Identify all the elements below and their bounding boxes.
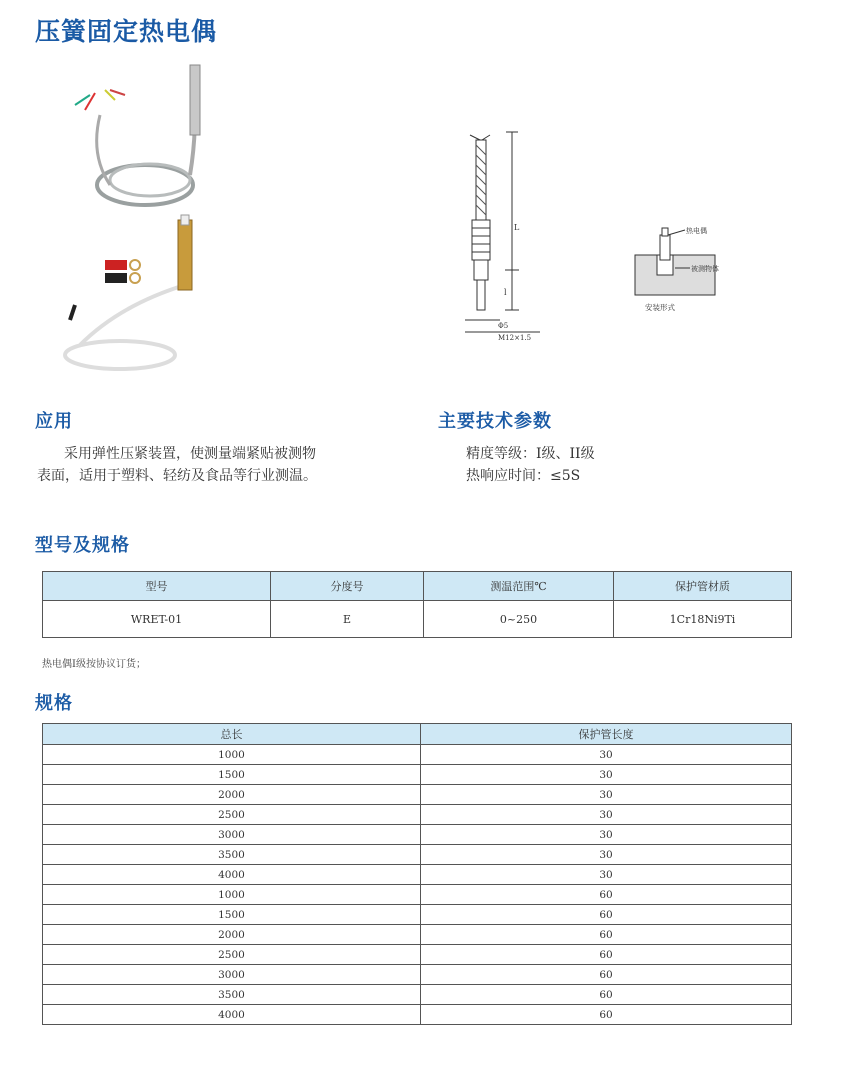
table-cell: 30: [421, 745, 792, 765]
table-cell: 30: [421, 765, 792, 785]
table-row: [43, 745, 792, 765]
table-cell: 2500: [43, 945, 421, 965]
table-row: [43, 845, 792, 865]
table-cell: 60: [421, 885, 792, 905]
table-cell: 3000: [43, 965, 421, 985]
table-cell: 3000: [43, 825, 421, 845]
table-row: [43, 601, 792, 638]
table-row: [43, 765, 792, 785]
column-header: 型号: [43, 572, 271, 601]
table-cell: WRET-01: [43, 601, 271, 638]
column-header: 保护管材质: [614, 572, 792, 601]
table-cell: 30: [421, 785, 792, 805]
install-caption: 安装形式: [645, 303, 675, 312]
dim-l-label: l: [504, 288, 507, 297]
table-cell: 4000: [43, 1005, 421, 1025]
table-cell: 60: [421, 1005, 792, 1025]
table-row: [43, 805, 792, 825]
table-cell: 1000: [43, 885, 421, 905]
technical-drawing: [450, 120, 770, 350]
table-row: [43, 885, 792, 905]
table-cell: 60: [421, 925, 792, 945]
spec-response: 热响应时间：≤5S: [466, 468, 581, 484]
table-cell: 30: [421, 805, 792, 825]
table-row: [43, 965, 792, 985]
table-cell: 0~250: [424, 601, 614, 638]
table-cell: 3500: [43, 985, 421, 1005]
table-cell: 30: [421, 845, 792, 865]
table-cell: 60: [421, 985, 792, 1005]
dim-L-label: L: [514, 223, 520, 232]
model-table: [42, 571, 792, 638]
table-cell: 60: [421, 965, 792, 985]
product-photo: [60, 55, 360, 375]
table-row: [43, 865, 792, 885]
specs-heading: 主要技术参数: [438, 411, 552, 432]
table-cell: 4000: [43, 865, 421, 885]
column-header: 保护管长度: [421, 724, 792, 745]
table-row: [43, 1005, 792, 1025]
application-text-line1: 采用弹性压紧装置，使测量端紧贴被测物: [64, 446, 316, 462]
column-header: 总长: [43, 724, 421, 745]
install-object-label: 被测物体: [691, 265, 719, 273]
model-heading: 型号及规格: [35, 535, 130, 556]
table-header-row: [43, 572, 792, 601]
table-row: [43, 785, 792, 805]
table-cell: 30: [421, 865, 792, 885]
table-cell: 2000: [43, 925, 421, 945]
table-row: [43, 825, 792, 845]
column-header: 分度号: [271, 572, 424, 601]
table-row: [43, 945, 792, 965]
table-cell: 1500: [43, 905, 421, 925]
application-text-line2: 表面，适用于塑料、轻纺及食品等行业测温。: [37, 468, 317, 484]
page-title: 压簧固定热电偶: [35, 17, 218, 46]
table-row: [43, 925, 792, 945]
table-cell: 30: [421, 825, 792, 845]
table-cell: 60: [421, 905, 792, 925]
table-cell: 1500: [43, 765, 421, 785]
table-row: [43, 905, 792, 925]
dim-phi-label: Φ5: [498, 322, 509, 330]
table-cell: 1Cr18Ni9Ti: [614, 601, 792, 638]
spec-accuracy: 精度等级：I级、II级: [466, 446, 595, 462]
table-row: [43, 985, 792, 1005]
order-note: 热电偶I级按协议订货；: [42, 659, 146, 670]
application-heading: 应用: [35, 411, 73, 432]
dim-thread-label: M12×1.5: [498, 334, 532, 342]
table-cell: 2500: [43, 805, 421, 825]
spec-table: [42, 723, 792, 1025]
spec-heading: 规格: [35, 693, 73, 714]
table-cell: 1000: [43, 745, 421, 765]
table-cell: 60: [421, 945, 792, 965]
table-cell: 2000: [43, 785, 421, 805]
table-cell: 3500: [43, 845, 421, 865]
column-header: 测温范围℃: [424, 572, 614, 601]
table-header-row: [43, 724, 792, 745]
table-cell: E: [271, 601, 424, 638]
install-thermocouple-label: 热电偶: [686, 227, 707, 235]
